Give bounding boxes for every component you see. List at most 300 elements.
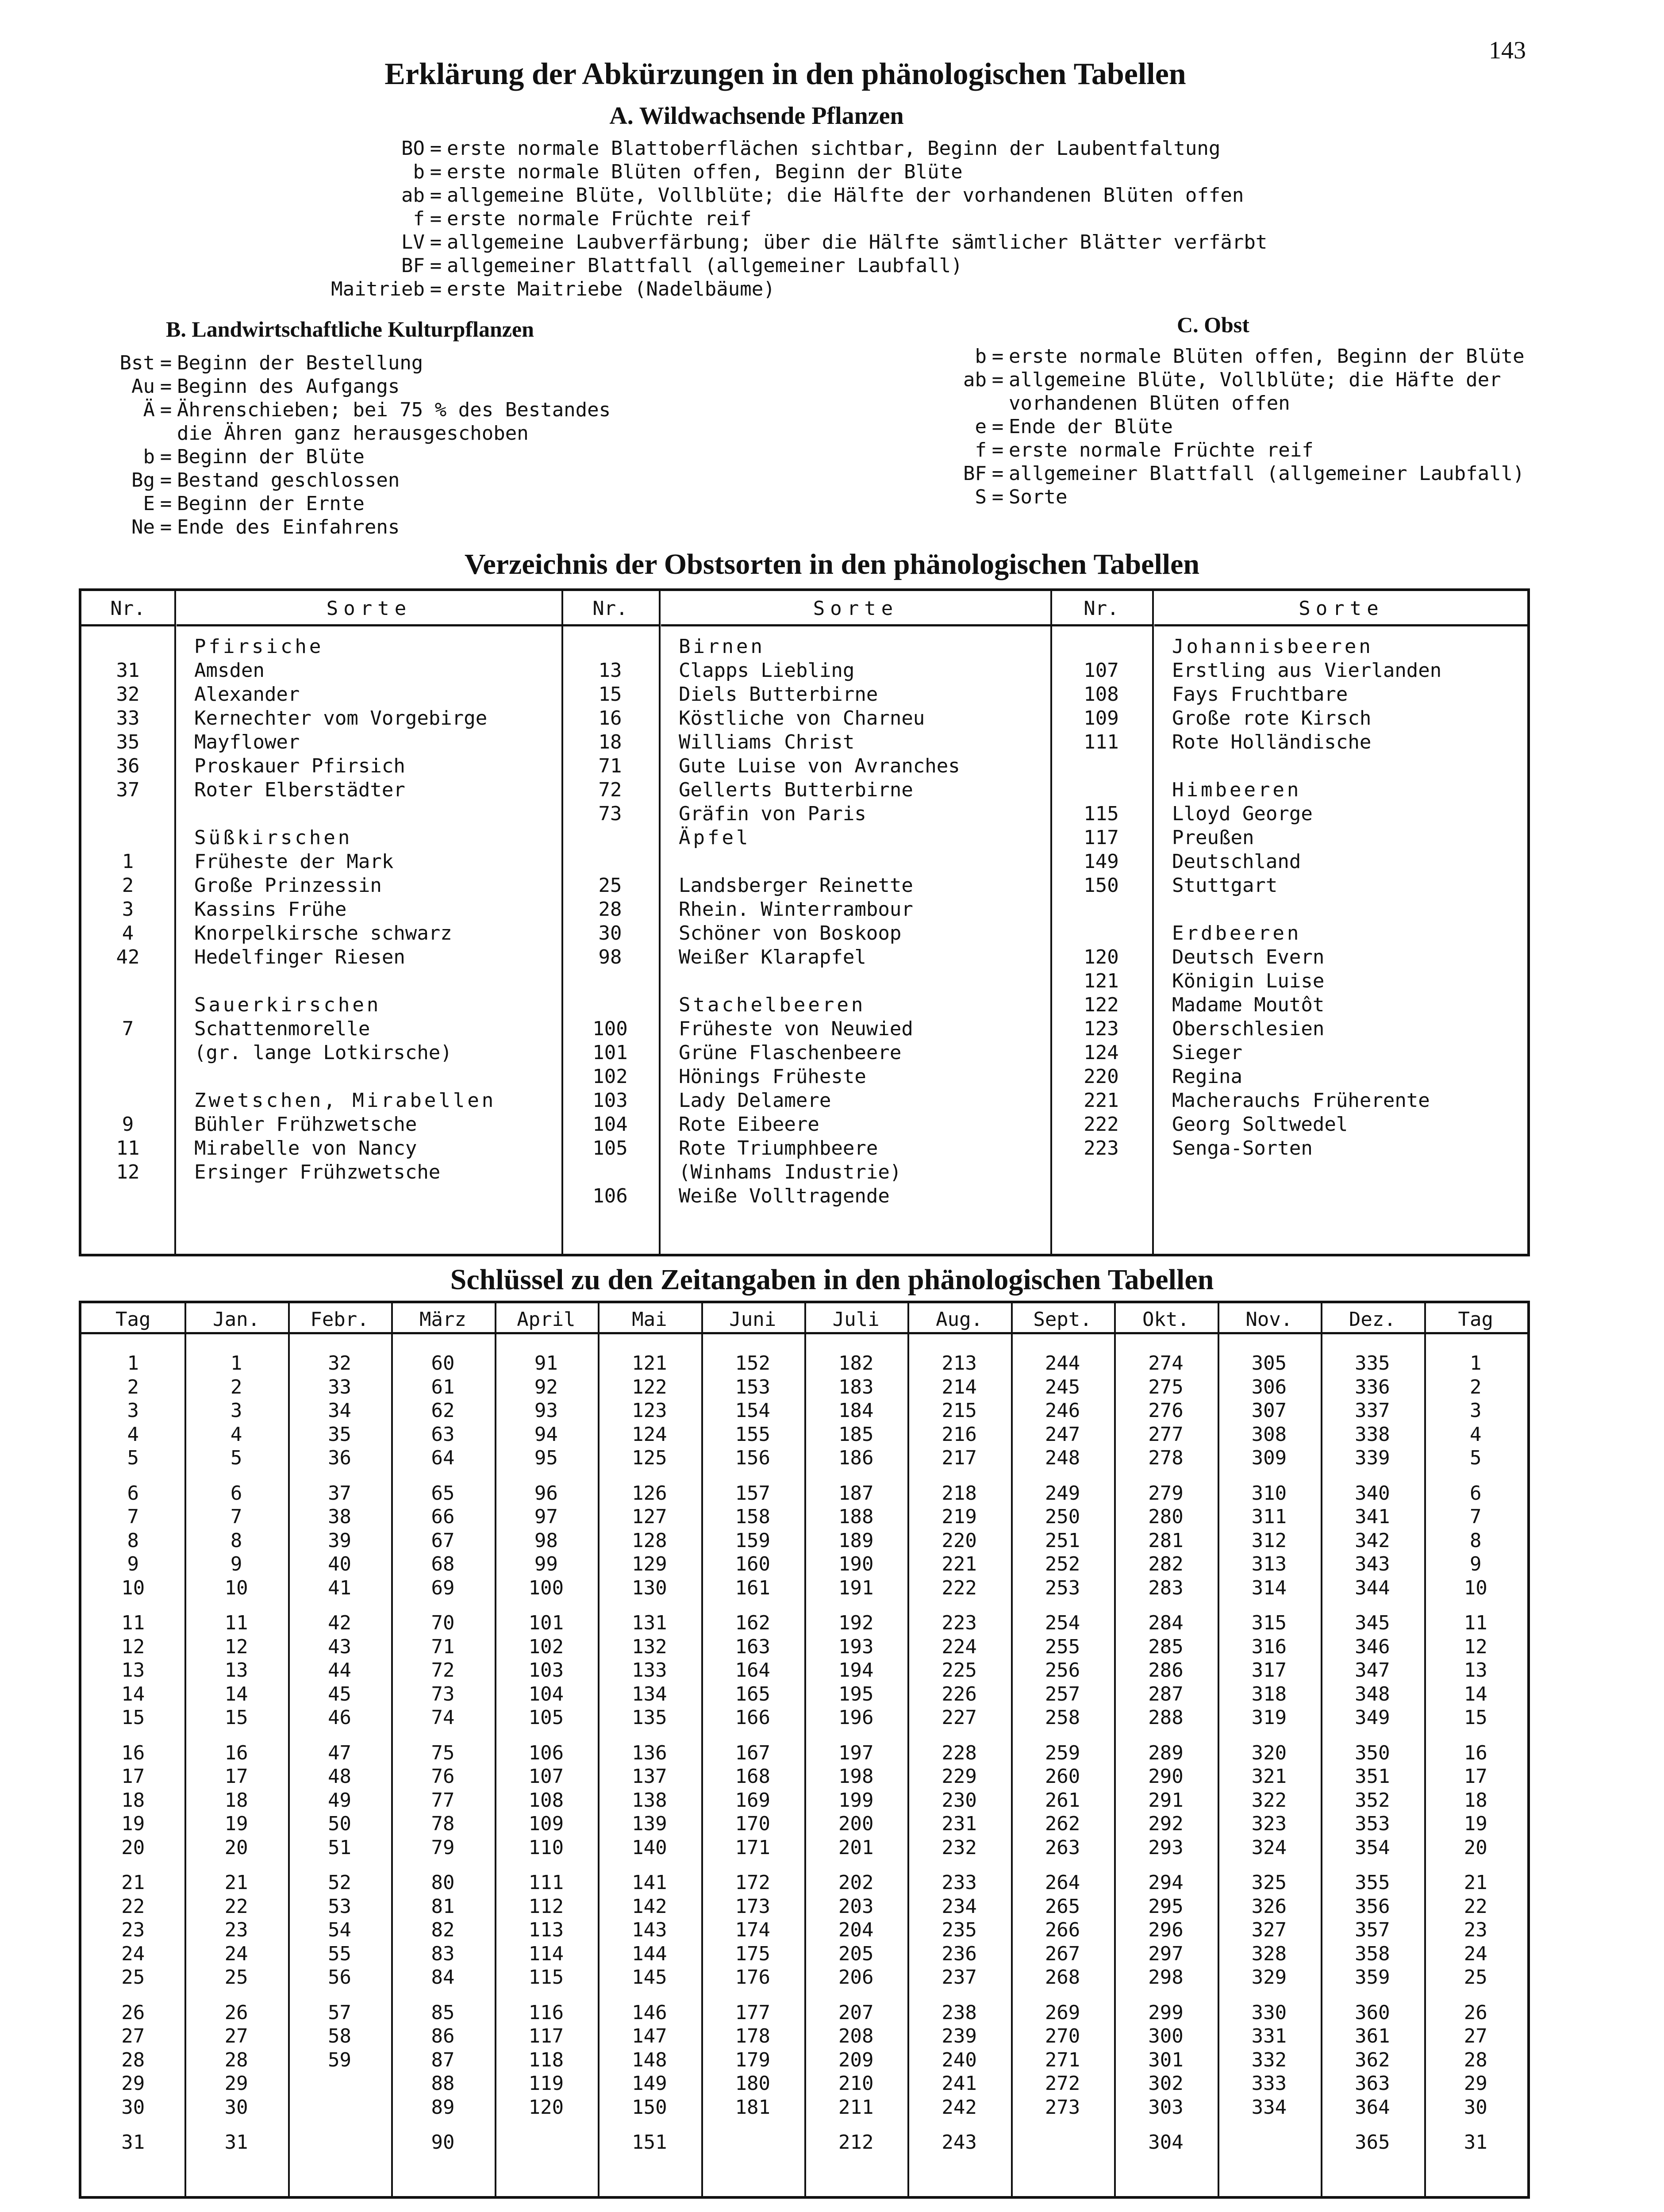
day-of-year: 231 [942, 1813, 977, 1835]
day-of-year: 34 [328, 1399, 352, 1422]
day-of-year: 167 [735, 1741, 771, 1764]
variety-name: Oberschlesien [1172, 1018, 1325, 1040]
fruit-row [81, 826, 1524, 850]
variety-number: 28 [598, 898, 622, 921]
variety-name: Roter Elberstädter [194, 779, 405, 801]
variety-name: Williams Christ [679, 731, 855, 753]
variety-name: Deutsch Evern [1172, 946, 1325, 968]
header-month: Okt. [1114, 1303, 1217, 1334]
day-of-year: 111 [528, 1871, 564, 1894]
day-of-year: 97 [534, 1505, 558, 1528]
day-of-year: 295 [1148, 1895, 1184, 1918]
day-of-year: 200 [838, 1813, 874, 1835]
day-of-year: 199 [838, 1789, 874, 1812]
day-of-year: 196 [838, 1706, 874, 1729]
day-of-year: 110 [528, 1836, 564, 1859]
variety-name: Stuttgart [1172, 874, 1278, 897]
day-of-year: 58 [328, 2025, 352, 2047]
day-number: 18 [1464, 1789, 1487, 1812]
fruit-group-title [81, 779, 1524, 803]
equals-sign: = [991, 439, 1004, 461]
day-number: 6 [127, 1482, 139, 1505]
day-of-year: 351 [1355, 1765, 1390, 1788]
day-of-year: 234 [942, 1895, 977, 1918]
abbreviation-text: Beginn des Aufgangs [177, 375, 400, 398]
day-of-year: 38 [328, 1505, 352, 1528]
day-of-year: 250 [1045, 1505, 1080, 1528]
day-number: 29 [1464, 2072, 1487, 2095]
variety-number: 222 [1084, 1113, 1119, 1136]
day-number: 19 [1464, 1813, 1487, 1835]
day-of-year: 232 [942, 1836, 977, 1859]
equals-sign: = [160, 516, 172, 538]
equals-sign: = [430, 278, 442, 300]
variety-name: Erstling aus Vierlanden [1172, 659, 1442, 682]
variety-number: 15 [598, 683, 622, 706]
day-of-year: 163 [735, 1635, 771, 1658]
day-of-year: 317 [1251, 1659, 1287, 1682]
day-of-year: 7 [230, 1505, 242, 1528]
equals-sign: = [430, 161, 442, 183]
day-of-year: 166 [735, 1706, 771, 1729]
day-of-year: 104 [528, 1682, 564, 1705]
day-of-year: 95 [534, 1447, 558, 1469]
day-of-year: 365 [1355, 2131, 1390, 2154]
fruit-row [81, 683, 1524, 707]
day-of-year: 177 [735, 2001, 771, 2024]
day-of-year: 327 [1251, 1919, 1287, 1941]
day-of-year: 105 [528, 1706, 564, 1729]
abbreviation-row [208, 161, 1267, 184]
equals-sign: = [160, 399, 172, 421]
variety-name: Ersinger Frühzwetsche [194, 1161, 441, 1183]
variety-number: 120 [1084, 946, 1119, 968]
day-of-year: 144 [632, 1942, 667, 1965]
day-of-year: 15 [224, 1706, 248, 1729]
day-number: 8 [127, 1529, 139, 1552]
day-of-year: 79 [431, 1836, 455, 1859]
header-nr: Nr. [1050, 591, 1152, 626]
day-of-year: 286 [1148, 1659, 1184, 1682]
day-of-year: 173 [735, 1895, 771, 1918]
fruit-row [81, 731, 1524, 755]
abbreviation-text: allgemeiner Blattfall (allgemeiner Laubfall) [1009, 462, 1525, 485]
day-of-year: 251 [1045, 1529, 1080, 1552]
day-of-year: 358 [1355, 1942, 1390, 1965]
variety-number: 123 [1084, 1018, 1119, 1040]
day-of-year: 364 [1355, 2096, 1390, 2119]
variety-number: 223 [1084, 1137, 1119, 1160]
section-b-title: B. Landwirtschaftliche Kulturpflanzen [166, 317, 534, 342]
day-of-year: 175 [735, 1942, 771, 1965]
day-of-year: 209 [838, 2048, 874, 2071]
day-of-year: 180 [735, 2072, 771, 2095]
day-of-year: 299 [1148, 2001, 1184, 2024]
day-number: 12 [1464, 1635, 1487, 1658]
day-of-year: 103 [528, 1659, 564, 1682]
day-of-year: 356 [1355, 1895, 1390, 1918]
abbreviation-row [88, 352, 611, 375]
equals-sign: = [991, 369, 1004, 391]
variety-number: 111 [1084, 731, 1119, 753]
day-of-year: 76 [431, 1765, 455, 1788]
day-of-year: 319 [1251, 1706, 1287, 1729]
day-of-year: 149 [632, 2072, 667, 2095]
header-tag-left: Tag [81, 1303, 184, 1334]
abbreviation-text: erste normale Blüten offen, Beginn der Blüte [447, 161, 963, 183]
day-of-year: 249 [1045, 1482, 1080, 1505]
header-month: April [495, 1303, 598, 1334]
day-of-year: 152 [735, 1352, 771, 1375]
day-of-year: 238 [942, 2001, 977, 2024]
day-of-year: 106 [528, 1741, 564, 1764]
variety-number: 12 [116, 1161, 140, 1183]
day-of-year: 360 [1355, 2001, 1390, 2024]
day-number: 3 [127, 1399, 139, 1422]
variety-name: Senga-Sorten [1172, 1137, 1313, 1160]
variety-name: Preußen [1172, 826, 1254, 849]
day-of-year: 304 [1148, 2131, 1184, 2154]
variety-number: 106 [592, 1185, 628, 1207]
day-of-year: 68 [431, 1553, 455, 1575]
day-of-year: 19 [224, 1813, 248, 1835]
day-of-year: 277 [1148, 1423, 1184, 1446]
variety-name: Hönings Früheste [679, 1065, 866, 1088]
day-of-year: 193 [838, 1635, 874, 1658]
day-of-year: 303 [1148, 2096, 1184, 2119]
day-of-year: 275 [1148, 1375, 1184, 1398]
day-of-year: 343 [1355, 1553, 1390, 1575]
fruit-row [81, 659, 1524, 683]
day-of-year: 258 [1045, 1706, 1080, 1729]
day-of-year: 330 [1251, 2001, 1287, 2024]
variety-name: Proskauer Pfirsich [194, 755, 405, 777]
day-of-year: 285 [1148, 1635, 1184, 1658]
day-of-year: 73 [431, 1682, 455, 1705]
day-of-year: 283 [1148, 1576, 1184, 1599]
group-name: Himbeeren [1172, 779, 1302, 801]
fruit-row [81, 946, 1524, 970]
day-of-year: 45 [328, 1682, 352, 1705]
abbreviation-row [88, 375, 611, 399]
variety-name: Knorpelkirsche schwarz [194, 922, 452, 945]
abbreviation-text: erste Maitriebe (Nadelbäume) [447, 278, 775, 300]
day-of-year: 191 [838, 1576, 874, 1599]
day-of-year: 236 [942, 1942, 977, 1965]
abbreviation-text: Beginn der Ernte [177, 492, 365, 515]
variety-name: Sieger [1172, 1041, 1242, 1064]
abbreviation-key: ab [963, 369, 987, 391]
day-of-year: 274 [1148, 1352, 1184, 1375]
variety-number: 109 [1084, 707, 1119, 730]
fruit-row [81, 1041, 1524, 1065]
day-of-year: 291 [1148, 1789, 1184, 1812]
day-of-year: 307 [1251, 1399, 1287, 1422]
day-number: 26 [1464, 2001, 1487, 2024]
day-of-year: 298 [1148, 1966, 1184, 1989]
abbreviation-row [208, 231, 1267, 254]
day-number: 21 [1464, 1871, 1487, 1894]
abbreviation-key: Bg [131, 469, 155, 492]
day-of-year: 150 [632, 2096, 667, 2119]
day-of-year: 84 [431, 1966, 455, 1989]
day-of-year: 35 [328, 1423, 352, 1446]
fruit-row [81, 1113, 1524, 1137]
day-number: 12 [121, 1635, 145, 1658]
day-of-year: 273 [1045, 2096, 1080, 2119]
day-of-year: 357 [1355, 1919, 1390, 1941]
day-of-year: 89 [431, 2096, 455, 2119]
header-sorte: Sorte [661, 591, 1050, 626]
day-of-year: 138 [632, 1789, 667, 1812]
day-of-year: 302 [1148, 2072, 1184, 2095]
day-of-year: 333 [1251, 2072, 1287, 2095]
day-of-year: 6 [230, 1482, 242, 1505]
variety-name: Deutschland [1172, 850, 1301, 873]
day-of-year: 55 [328, 1942, 352, 1965]
day-of-year: 61 [431, 1375, 455, 1398]
abbreviation-row [208, 254, 1267, 278]
variety-number: 107 [1084, 659, 1119, 682]
day-of-year: 3 [230, 1399, 242, 1422]
abbreviation-text: allgemeiner Blattfall (allgemeiner Laubfall) [447, 254, 963, 277]
day-number: 13 [121, 1659, 145, 1682]
day-of-year: 218 [942, 1482, 977, 1505]
day-of-year: 259 [1045, 1741, 1080, 1764]
day-of-year: 114 [528, 1942, 564, 1965]
abbreviation-key: S [975, 486, 987, 508]
variety-name: Große Prinzessin [194, 874, 382, 897]
header-month: Dez. [1321, 1303, 1424, 1334]
variety-number: 101 [592, 1041, 628, 1064]
day-of-year: 69 [431, 1576, 455, 1599]
day-of-year: 321 [1251, 1765, 1287, 1788]
day-of-year: 125 [632, 1447, 667, 1469]
variety-name: Früheste von Neuwied [679, 1018, 913, 1040]
header-month: Aug. [907, 1303, 1011, 1334]
day-number: 25 [1464, 1966, 1487, 1989]
day-of-year: 345 [1355, 1612, 1390, 1634]
day-number: 22 [121, 1895, 145, 1918]
day-of-year: 176 [735, 1966, 771, 1989]
title-date-key: Schlüssel zu den Zeitangaben in den phänologischen Tabellen [450, 1263, 1214, 1296]
abbreviation-row [907, 392, 1525, 415]
day-of-year: 148 [632, 2048, 667, 2071]
day-number: 25 [121, 1966, 145, 1989]
day-number: 11 [121, 1612, 145, 1634]
day-of-year: 143 [632, 1919, 667, 1941]
fruit-varieties-table [79, 588, 1530, 1256]
day-of-year: 147 [632, 2025, 667, 2047]
variety-number: 37 [116, 779, 140, 801]
day-of-year: 178 [735, 2025, 771, 2047]
section-b-list [88, 352, 611, 539]
day-of-year: 352 [1355, 1789, 1390, 1812]
variety-number: 35 [116, 731, 140, 753]
day-of-year: 92 [534, 1375, 558, 1398]
day-of-year: 353 [1355, 1813, 1390, 1835]
day-of-year: 36 [328, 1447, 352, 1469]
abbreviation-row [88, 399, 611, 422]
day-number: 21 [121, 1871, 145, 1894]
day-of-year: 33 [328, 1375, 352, 1398]
header-nr: Nr. [561, 591, 659, 626]
day-number: 8 [1470, 1529, 1482, 1552]
day-of-year: 2 [230, 1375, 242, 1398]
day-of-year: 109 [528, 1813, 564, 1835]
day-of-year: 31 [224, 2131, 248, 2154]
day-of-year: 133 [632, 1659, 667, 1682]
day-of-year: 362 [1355, 2048, 1390, 2071]
day-of-year: 335 [1355, 1352, 1390, 1375]
equals-sign: = [430, 207, 442, 230]
day-number: 3 [1470, 1399, 1482, 1422]
day-of-year: 100 [528, 1576, 564, 1599]
day-of-year: 118 [528, 2048, 564, 2071]
day-of-year: 235 [942, 1919, 977, 1941]
day-number: 11 [1464, 1612, 1487, 1634]
day-number: 1 [1470, 1352, 1482, 1375]
header-month: März [391, 1303, 494, 1334]
day-of-year: 64 [431, 1447, 455, 1469]
day-number: 16 [121, 1741, 145, 1764]
day-of-year: 341 [1355, 1505, 1390, 1528]
day-of-year: 27 [224, 2025, 248, 2047]
variety-name: Clapps Liebling [679, 659, 855, 682]
day-number: 28 [1464, 2048, 1487, 2071]
day-of-year: 98 [534, 1529, 558, 1552]
day-of-year: 56 [328, 1966, 352, 1989]
equals-sign: = [160, 375, 172, 398]
header-sorte: Sorte [1154, 591, 1528, 626]
day-of-year: 44 [328, 1659, 352, 1682]
day-of-year: 43 [328, 1635, 352, 1658]
header-month: Juni [701, 1303, 804, 1334]
day-of-year: 337 [1355, 1399, 1390, 1422]
variety-name: Rote Holländische [1172, 731, 1372, 753]
abbreviation-row [907, 486, 1525, 509]
day-number: 27 [121, 2025, 145, 2047]
day-of-year: 281 [1148, 1529, 1184, 1552]
variety-name: Kassins Frühe [194, 898, 347, 921]
variety-number: 149 [1084, 850, 1119, 873]
day-of-year: 157 [735, 1482, 771, 1505]
day-of-year: 230 [942, 1789, 977, 1812]
day-number: 23 [1464, 1919, 1487, 1941]
day-of-year: 14 [224, 1682, 248, 1705]
day-of-year: 280 [1148, 1505, 1184, 1528]
variety-number: 13 [598, 659, 622, 682]
variety-name: Hedelfinger Riesen [194, 946, 405, 968]
header-month: Nov. [1218, 1303, 1321, 1334]
day-of-year: 188 [838, 1505, 874, 1528]
abbreviation-key: BF [963, 462, 987, 485]
header-nr: Nr. [81, 591, 174, 626]
day-of-year: 326 [1251, 1895, 1287, 1918]
day-of-year: 161 [735, 1576, 771, 1599]
day-of-year: 290 [1148, 1765, 1184, 1788]
abbreviation-key: BO [401, 137, 425, 160]
abbreviation-row [907, 345, 1525, 369]
fruit-row [81, 970, 1524, 994]
variety-name: Amsden [194, 659, 265, 682]
equals-sign: = [160, 492, 172, 515]
day-of-year: 25 [224, 1966, 248, 1989]
day-of-year: 117 [528, 2025, 564, 2047]
day-of-year: 348 [1355, 1682, 1390, 1705]
variety-number: 150 [1084, 874, 1119, 897]
day-of-year: 242 [942, 2096, 977, 2119]
equals-sign: = [430, 137, 442, 160]
day-of-year: 162 [735, 1612, 771, 1634]
abbreviation-text: erste normale Früchte reif [447, 207, 752, 230]
abbreviation-row [88, 516, 611, 539]
day-of-year: 65 [431, 1482, 455, 1505]
day-of-year: 261 [1045, 1789, 1080, 1812]
abbreviation-key: Maitrieb [331, 278, 425, 300]
day-of-year: 62 [431, 1399, 455, 1422]
variety-number: 103 [592, 1089, 628, 1112]
day-number: 2 [127, 1375, 139, 1398]
variety-number: 36 [116, 755, 140, 777]
day-of-year: 342 [1355, 1529, 1390, 1552]
fruit-row [81, 1089, 1524, 1113]
day-of-year: 216 [942, 1423, 977, 1446]
variety-number: 32 [116, 683, 140, 706]
day-of-year: 90 [431, 2131, 455, 2154]
variety-name: Georg Soltwedel [1172, 1113, 1348, 1136]
day-of-year: 324 [1251, 1836, 1287, 1859]
variety-name: Bühler Frühzwetsche [194, 1113, 417, 1136]
group-name: Erdbeeren [1172, 922, 1302, 945]
day-number: 18 [121, 1789, 145, 1812]
day-of-year: 159 [735, 1529, 771, 1552]
day-of-year: 130 [632, 1576, 667, 1599]
variety-name: Landsberger Reinette [679, 874, 913, 897]
day-of-year: 226 [942, 1682, 977, 1705]
abbreviation-key: b [413, 161, 425, 183]
variety-number: 220 [1084, 1065, 1119, 1088]
day-number: 4 [127, 1423, 139, 1446]
day-of-year: 46 [328, 1706, 352, 1729]
variety-name: Rote Triumphbeere [679, 1137, 878, 1160]
day-of-year: 301 [1148, 2048, 1184, 2071]
day-of-year: 11 [224, 1612, 248, 1634]
day-of-year: 346 [1355, 1635, 1390, 1658]
variety-number: 98 [598, 946, 622, 968]
variety-number: 122 [1084, 994, 1119, 1016]
day-of-year: 1 [230, 1352, 242, 1375]
day-of-year: 39 [328, 1529, 352, 1552]
day-number: 30 [121, 2096, 145, 2119]
day-number: 9 [1470, 1553, 1482, 1575]
day-of-year: 23 [224, 1919, 248, 1941]
day-of-year: 255 [1045, 1635, 1080, 1658]
day-of-year: 354 [1355, 1836, 1390, 1859]
day-number: 20 [1464, 1836, 1487, 1859]
day-of-year: 5 [230, 1447, 242, 1469]
variety-number: 124 [1084, 1041, 1119, 1064]
day-of-year: 269 [1045, 2001, 1080, 2024]
day-of-year: 187 [838, 1482, 874, 1505]
day-of-year: 244 [1045, 1352, 1080, 1375]
day-of-year: 325 [1251, 1871, 1287, 1894]
day-of-year: 245 [1045, 1375, 1080, 1398]
day-of-year: 22 [224, 1895, 248, 1918]
variety-number: 104 [592, 1113, 628, 1136]
day-of-year: 101 [528, 1612, 564, 1634]
equals-sign: = [160, 469, 172, 492]
